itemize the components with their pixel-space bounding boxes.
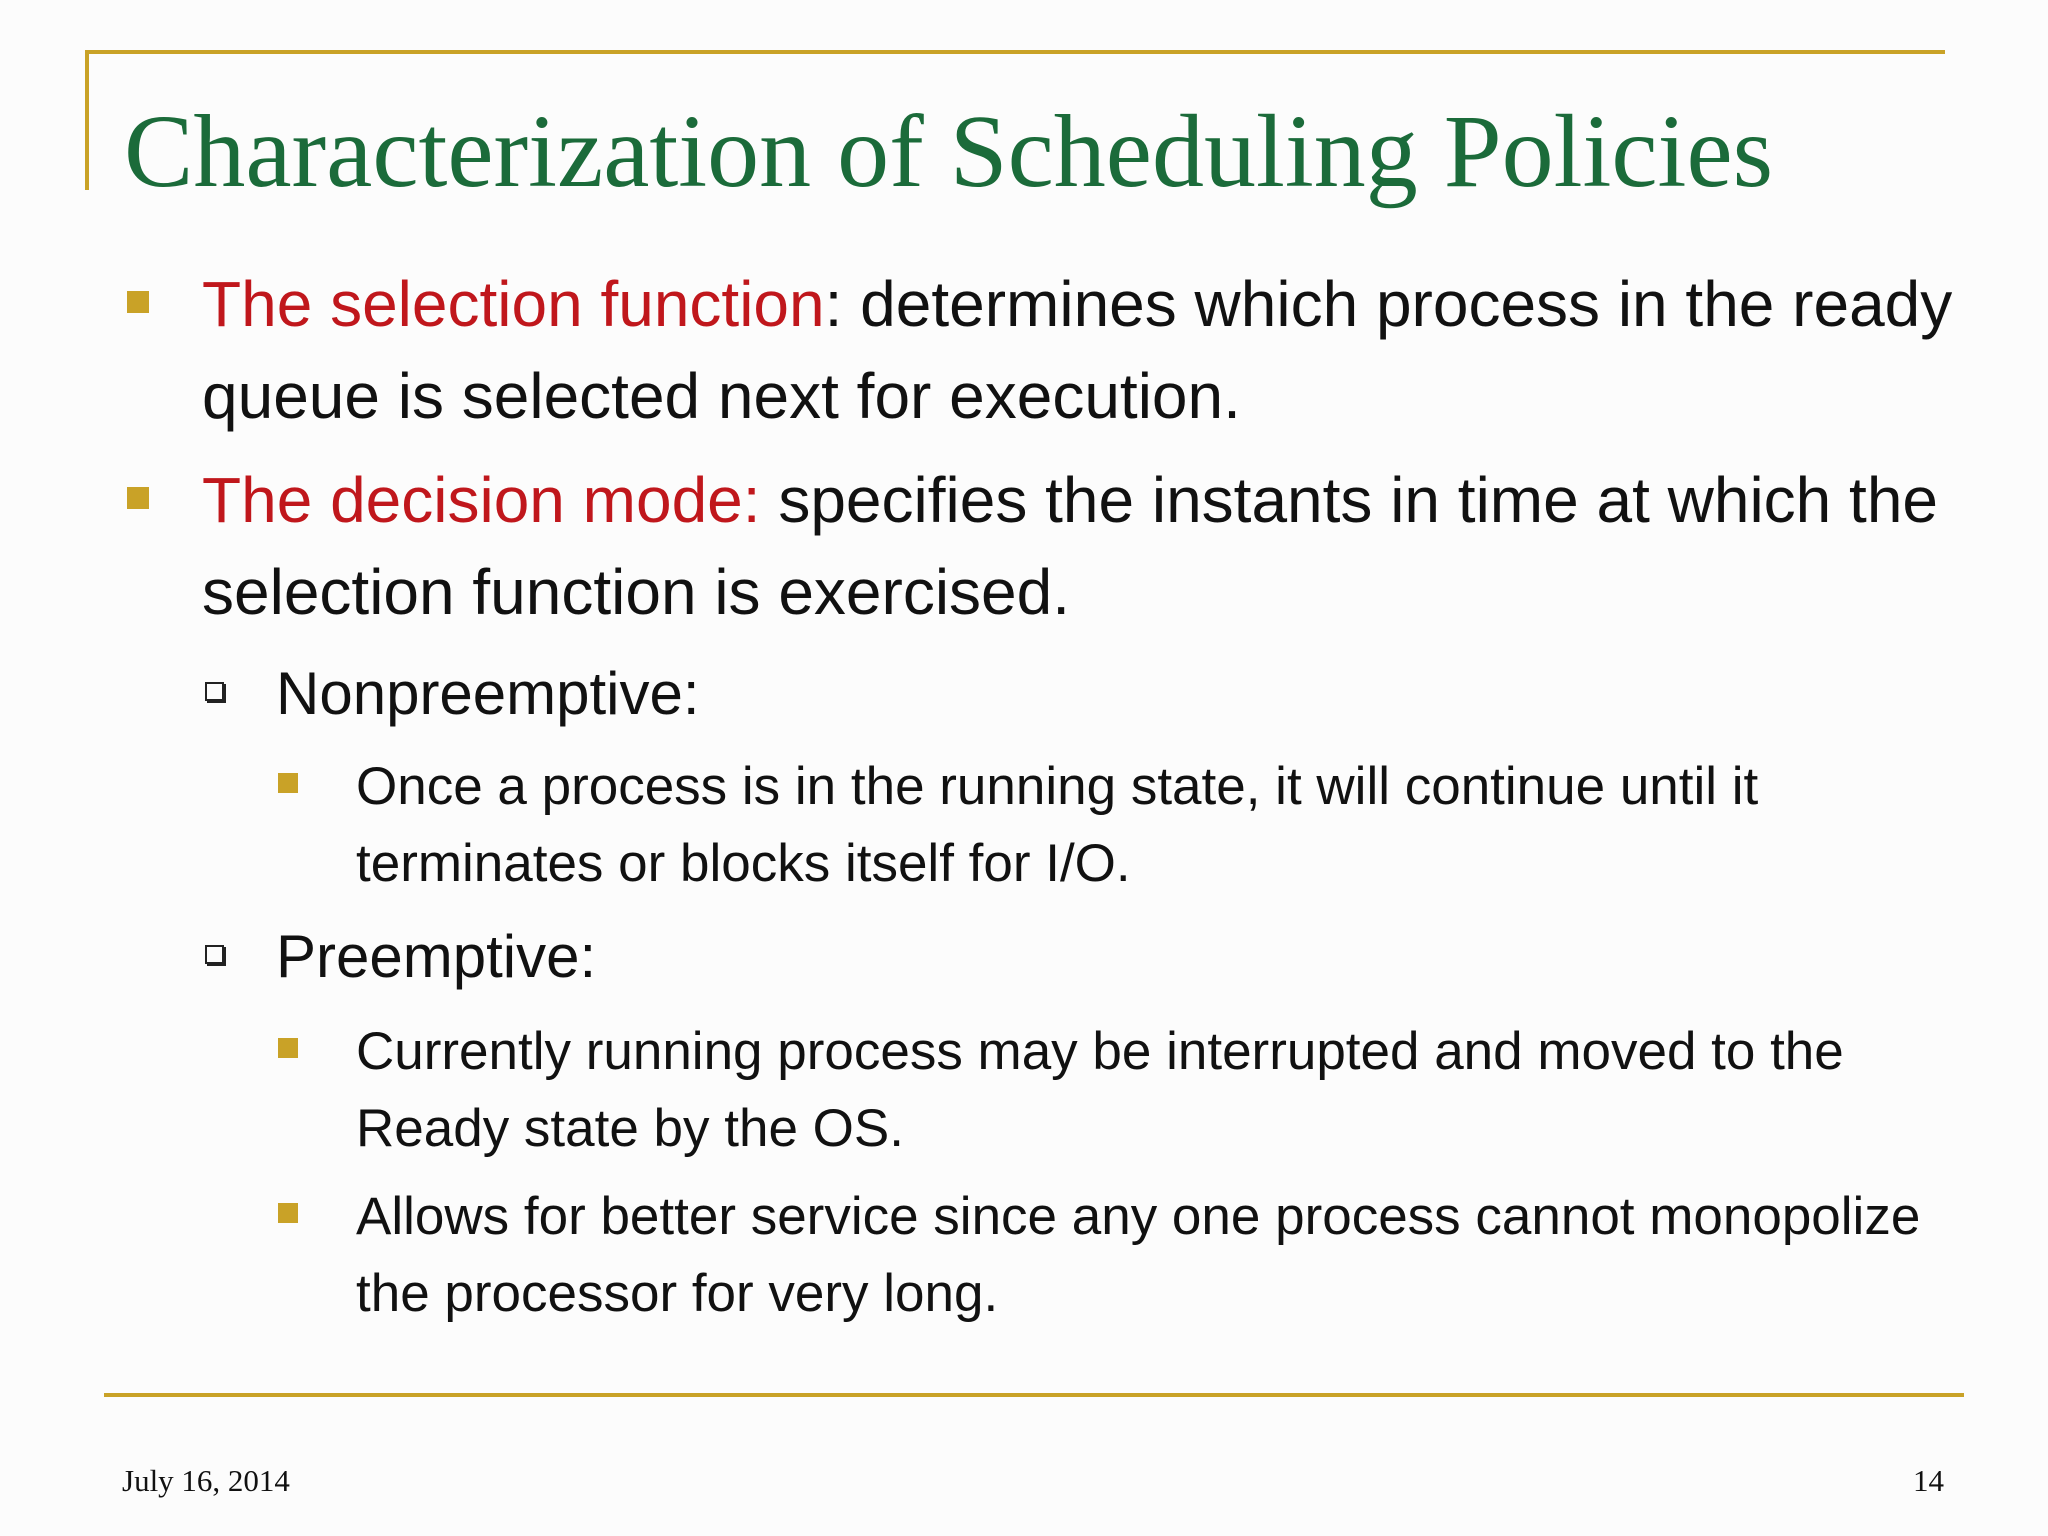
left-rule: [85, 50, 89, 190]
top-rule: [85, 50, 1945, 54]
bullet-term: The selection function: [202, 268, 825, 340]
bullet-decision-mode: [202, 454, 1962, 638]
slide-title: Characterization of Scheduling Policies: [124, 94, 1774, 209]
bullet-square-icon: [127, 487, 149, 509]
detail-bullet: Allows for better service since any one process cannot monopolize the processor for very long.: [356, 1187, 1921, 1323]
bullet-selection-function: [202, 258, 1962, 442]
bullet-square-icon: [278, 1038, 298, 1058]
bullet-square-icon: [127, 291, 149, 313]
sub-bullet-nonpreemptive: Nonpreemptive:: [276, 660, 700, 727]
bullet-square-icon: [278, 1203, 298, 1223]
hollow-square-bullet-icon: [205, 945, 224, 964]
bullet-square-icon: [278, 773, 298, 793]
detail-bullet: Currently running process may be interrupted and moved to the Ready state by the OS.: [356, 1022, 1844, 1158]
bottom-rule: [104, 1393, 1964, 1397]
bullet-text: specifies the instants in time at which the selection function is exercised.: [202, 464, 1938, 628]
hollow-square-bullet-icon: [205, 682, 224, 701]
bullet-term: The decision mode:: [202, 464, 761, 536]
page-number: 14: [1913, 1463, 1944, 1498]
sub-bullet-preemptive: Preemptive:: [276, 923, 597, 990]
detail-bullet: Once a process is in the running state, it will continue until it terminates or blocks itself for I/O.: [356, 757, 1759, 893]
bullet-text: : determines which process in the ready queue is selected next for execution.: [202, 268, 1953, 432]
footer-date: July 16, 2014: [122, 1463, 290, 1498]
